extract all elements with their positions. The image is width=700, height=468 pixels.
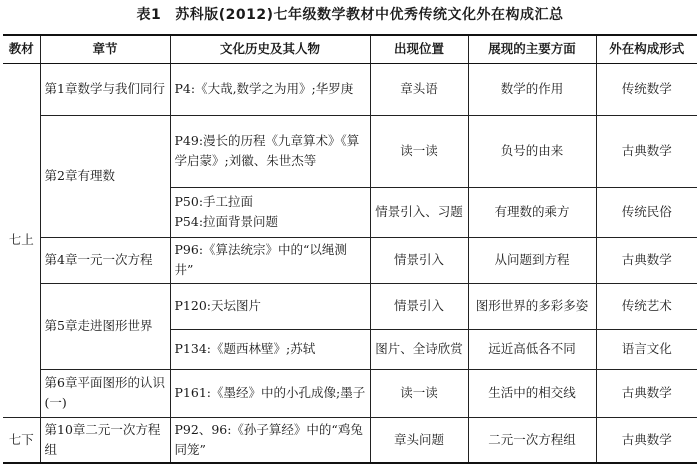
position-cell: 章头语: [370, 63, 468, 115]
position-cell: 情景引入: [370, 283, 468, 329]
aspect-cell: 生活中的相交线: [468, 369, 596, 417]
table-row: [3, 283, 697, 329]
table-row: [3, 417, 697, 463]
history-line: P161:《墨经》中的小孔成像;墨子: [174, 385, 366, 400]
position-cell: 读一读: [370, 115, 468, 187]
position-cell: 情景引入: [370, 237, 468, 283]
aspect-cell: 二元一次方程组: [468, 417, 596, 463]
header-history: 文化历史及其人物: [170, 35, 370, 63]
history-cell: [170, 115, 370, 187]
history-line: P54:拉面背景问题: [174, 214, 279, 229]
aspect-cell: 远近高低各不同: [468, 329, 596, 369]
table-caption: [0, 4, 700, 24]
chapter-cell: 第6章平面图形的认识(一): [40, 369, 170, 417]
history-line: P49:漫长的历程《九章算术》《算学启蒙》;刘徽、朱世杰等: [174, 133, 360, 168]
header-chapter: 章节: [40, 35, 170, 63]
header-aspect: 展现的主要方面: [468, 35, 596, 63]
chapter-cell: 第1章数学与我们同行: [40, 63, 170, 115]
position-cell: 读一读: [370, 369, 468, 417]
table-row: [3, 237, 697, 283]
table-row: [3, 369, 697, 417]
chapter-cell: 第10章二元一次方程组: [40, 417, 170, 463]
form-cell: 古典数学: [596, 237, 697, 283]
history-cell: [170, 329, 370, 369]
position-cell: 章头问题: [370, 417, 468, 463]
history-cell: [170, 187, 370, 237]
history-line: P92、96:《孙子算经》中的“鸡兔同笼”: [174, 421, 363, 457]
form-cell: 传统民俗: [596, 187, 697, 237]
header-row: [3, 35, 697, 63]
history-line: P120:天坛图片: [174, 298, 261, 313]
table-title: 苏科版(2012)七年级数学教材中优秀传统文化外在构成汇总: [175, 7, 564, 23]
form-cell: 传统艺术: [596, 283, 697, 329]
form-cell: 古典数学: [596, 417, 697, 463]
chapter-cell: 第2章有理数: [40, 115, 170, 237]
history-line: P96:《算法统宗》中的“以绳测井”: [174, 242, 347, 277]
aspect-cell: 图形世界的多彩多姿: [468, 283, 596, 329]
history-line: P4:《大哉,数学之为用》;华罗庚: [174, 81, 354, 96]
table-number: 表1: [136, 7, 162, 23]
table-row: [3, 63, 697, 115]
history-cell: [170, 237, 370, 283]
header-position: 出现位置: [370, 35, 468, 63]
chapter-cell: 第4章一元一次方程: [40, 237, 170, 283]
history-line: P50:手工拉面: [174, 194, 254, 209]
form-cell: 语言文化: [596, 329, 697, 369]
aspect-cell: 负号的由来: [468, 115, 596, 187]
grade-lower: 七下: [3, 417, 40, 463]
history-cell: [170, 417, 370, 463]
history-line: P134:《题西林壁》;苏轼: [174, 341, 316, 356]
form-cell: 古典数学: [596, 115, 697, 187]
chapter-cell: 第5章走进图形世界: [40, 283, 170, 369]
form-cell: 古典数学: [596, 369, 697, 417]
culture-summary-table: [3, 34, 697, 464]
grade-upper: 七上: [3, 63, 40, 417]
header-textbook: 教材: [3, 35, 40, 63]
form-cell: 传统数学: [596, 63, 697, 115]
history-cell: [170, 63, 370, 115]
position-cell: 情景引入、习题: [370, 187, 468, 237]
header-form: 外在构成形式: [596, 35, 697, 63]
table-row: [3, 115, 697, 187]
history-cell: [170, 369, 370, 417]
aspect-cell: 数学的作用: [468, 63, 596, 115]
aspect-cell: 从问题到方程: [468, 237, 596, 283]
position-cell: 图片、全诗欣赏: [370, 329, 468, 369]
aspect-cell: 有理数的乘方: [468, 187, 596, 237]
history-cell: [170, 283, 370, 329]
